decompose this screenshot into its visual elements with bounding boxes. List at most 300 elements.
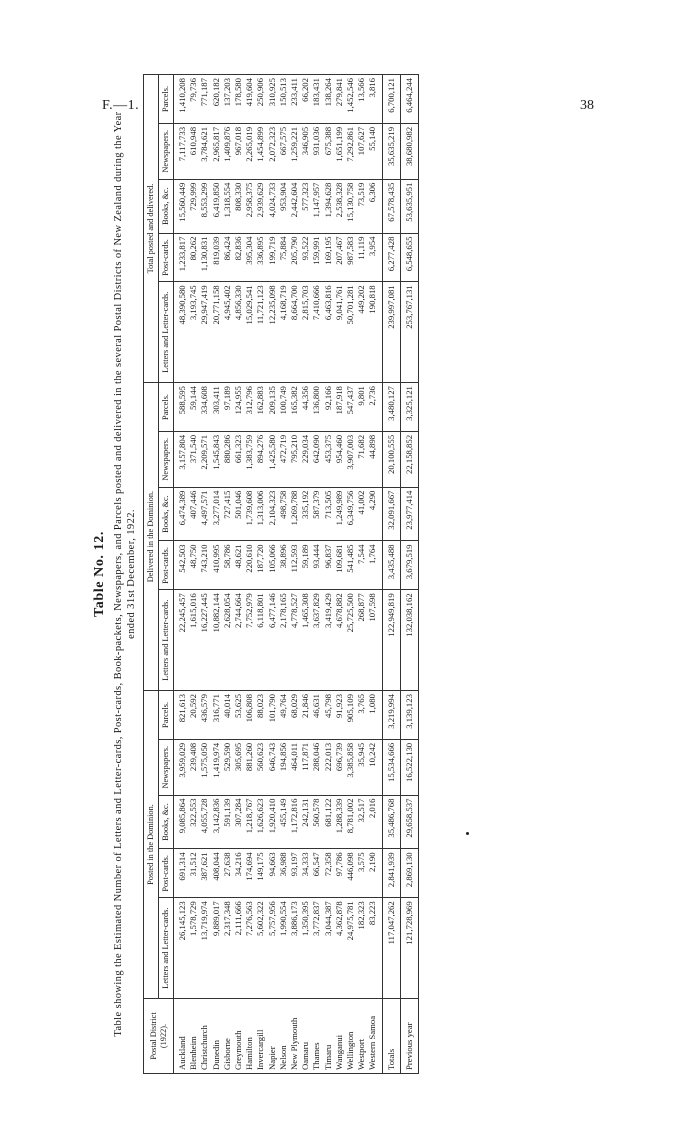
data-cell: 560,578 xyxy=(311,795,322,849)
data-cell: 4,024,733 xyxy=(267,179,278,233)
data-cell: 38,896 xyxy=(278,541,289,590)
data-cell: 15,029,541 xyxy=(244,282,255,383)
data-cell: 106,808 xyxy=(244,691,255,740)
district-name: Blenheim xyxy=(188,999,199,1074)
data-cell: 4,055,728 xyxy=(199,795,210,849)
data-cell: 1,080 xyxy=(367,691,382,740)
data-cell: 453,375 xyxy=(323,431,334,487)
data-cell: 117,871 xyxy=(300,739,311,795)
data-cell: 1,350,395 xyxy=(300,898,311,999)
data-cell: 27,638 xyxy=(222,849,233,898)
column-header: Newspapers. xyxy=(159,431,174,487)
data-cell: 408,044 xyxy=(211,849,222,898)
district-name: Auckland xyxy=(174,999,189,1074)
data-cell: 229,034 xyxy=(300,431,311,487)
data-cell: 239,408 xyxy=(188,739,199,795)
data-cell: 21,846 xyxy=(300,691,311,740)
data-cell: 2,965,817 xyxy=(211,123,222,179)
data-cell: 93,522 xyxy=(300,233,311,282)
data-cell: 2,958,375 xyxy=(244,179,255,233)
data-cell: 15,560,449 xyxy=(174,179,189,233)
table-row xyxy=(188,75,199,1074)
data-cell: 35,486,768 xyxy=(382,795,400,849)
district-name: Previous year xyxy=(400,999,418,1074)
district-name: Invercargill xyxy=(255,999,266,1074)
data-cell: 82,836 xyxy=(233,233,244,282)
data-cell: 1,425,580 xyxy=(267,431,278,487)
district-name: Napier xyxy=(267,999,278,1074)
data-cell: 1,578,729 xyxy=(188,898,199,999)
district-name: Dunedin xyxy=(211,999,222,1074)
data-cell: 41,002 xyxy=(356,487,367,541)
data-cell: 7,117,733 xyxy=(174,123,189,179)
data-cell: 541,485 xyxy=(345,541,356,590)
data-cell: 59,189 xyxy=(300,541,311,590)
data-cell: 45,798 xyxy=(323,691,334,740)
data-cell: 49,764 xyxy=(278,691,289,740)
data-cell: 1,626,623 xyxy=(255,795,266,849)
data-cell: 953,904 xyxy=(278,179,289,233)
data-cell: 387,621 xyxy=(199,849,210,898)
data-cell: 346,905 xyxy=(300,123,311,179)
data-cell: 1,920,410 xyxy=(267,795,278,849)
data-cell: 182,323 xyxy=(356,898,367,999)
data-cell: 35,945 xyxy=(356,739,367,795)
data-cell: 2,317,348 xyxy=(222,898,233,999)
data-cell: 2,815,703 xyxy=(300,282,311,383)
data-cell: 6,118,801 xyxy=(255,590,266,691)
data-cell: 2,111,666 xyxy=(233,898,244,999)
data-cell: 22,158,852 xyxy=(400,431,418,487)
data-cell: 560,623 xyxy=(255,739,266,795)
table-row xyxy=(356,75,367,1074)
data-cell: 3,679,519 xyxy=(400,541,418,590)
data-cell: 2,442,604 xyxy=(289,179,300,233)
data-cell: 1,990,554 xyxy=(278,898,289,999)
data-cell: 2,939,629 xyxy=(255,179,266,233)
data-cell: 1,615,016 xyxy=(188,590,199,691)
table-row xyxy=(199,75,210,1074)
column-header: Parcels. xyxy=(159,691,174,740)
data-cell: 122,949,819 xyxy=(382,590,400,691)
table-row xyxy=(278,75,289,1074)
data-cell: 9,801 xyxy=(356,383,367,432)
data-cell: 743,210 xyxy=(199,541,210,590)
district-name: Thames xyxy=(311,999,322,1074)
data-cell: 3,480,127 xyxy=(382,383,400,432)
data-cell: 4,945,402 xyxy=(222,282,233,383)
table-row xyxy=(222,75,233,1074)
data-cell: 97,189 xyxy=(222,383,233,432)
data-cell: 1,259,221 xyxy=(289,123,300,179)
data-cell: 894,276 xyxy=(255,431,266,487)
district-column-header: Postal District (1922). xyxy=(144,999,174,1074)
data-cell: 53,635,951 xyxy=(400,179,418,233)
data-cell: 29,658,537 xyxy=(400,795,418,849)
data-cell: 190,818 xyxy=(367,282,382,383)
column-header: Books, &c. xyxy=(159,487,174,541)
data-cell: 2,016 xyxy=(367,795,382,849)
page-section-label: F.—1. xyxy=(102,98,140,113)
data-cell: 436,579 xyxy=(199,691,210,740)
district-name: Wellington xyxy=(345,999,356,1074)
data-cell: 9,041,761 xyxy=(334,282,345,383)
data-cell: 464,011 xyxy=(289,739,300,795)
data-cell: 3,193,745 xyxy=(188,282,199,383)
data-cell: 159,991 xyxy=(311,233,322,282)
data-cell: 3,784,621 xyxy=(199,123,210,179)
data-cell: 6,700,121 xyxy=(382,75,400,124)
data-cell: 6,349,756 xyxy=(345,487,356,541)
data-cell: 6,548,655 xyxy=(400,233,418,282)
table-title: Table No. 12. xyxy=(92,531,107,617)
data-cell: 7,292,861 xyxy=(345,123,356,179)
district-name: Oamaru xyxy=(300,999,311,1074)
data-cell: 162,883 xyxy=(255,383,266,432)
data-cell: 4,362,878 xyxy=(334,898,345,999)
data-cell: 3,157,804 xyxy=(174,431,189,487)
district-name: Nelson xyxy=(278,999,289,1074)
data-cell: 79,736 xyxy=(188,75,199,124)
data-cell: 178,580 xyxy=(233,75,244,124)
data-cell: 407,446 xyxy=(188,487,199,541)
data-cell: 9,085,864 xyxy=(174,795,189,849)
district-name: New Plymouth xyxy=(289,999,300,1074)
table-row xyxy=(345,75,356,1074)
column-header: Parcels. xyxy=(159,75,174,124)
data-cell: 6,474,389 xyxy=(174,487,189,541)
data-cell: 529,590 xyxy=(222,739,233,795)
data-cell: 1,218,767 xyxy=(244,795,255,849)
district-name: Hamilton xyxy=(244,999,255,1074)
data-cell: 101,790 xyxy=(267,691,278,740)
data-cell: 174,694 xyxy=(244,849,255,898)
column-header: Letters and Letter-cards. xyxy=(159,282,174,383)
data-cell: 819,039 xyxy=(211,233,222,282)
data-cell: 75,884 xyxy=(278,233,289,282)
data-cell: 3,575 xyxy=(356,849,367,898)
data-cell: 117,047,262 xyxy=(382,898,400,999)
data-cell: 242,131 xyxy=(300,795,311,849)
column-header: Post-cards. xyxy=(159,233,174,282)
data-cell: 29,947,419 xyxy=(199,282,210,383)
data-cell: 8,553,299 xyxy=(199,179,210,233)
data-cell: 322,553 xyxy=(188,795,199,849)
data-cell: 187,918 xyxy=(334,383,345,432)
data-cell: 48,390,580 xyxy=(174,282,189,383)
data-cell: 46,631 xyxy=(311,691,322,740)
data-cell: 2,736 xyxy=(367,383,382,432)
data-cell: 336,895 xyxy=(255,233,266,282)
data-cell: 808,330 xyxy=(233,179,244,233)
data-cell: 675,388 xyxy=(323,123,334,179)
column-header: Post-cards. xyxy=(159,541,174,590)
data-cell: 591,139 xyxy=(222,795,233,849)
data-cell: 446,098 xyxy=(345,849,356,898)
data-cell: 2,178,165 xyxy=(278,590,289,691)
data-cell: 209,135 xyxy=(267,383,278,432)
data-cell: 449,202 xyxy=(356,282,367,383)
data-cell: 419,604 xyxy=(244,75,255,124)
data-cell: 2,538,328 xyxy=(334,179,345,233)
data-cell: 2,072,323 xyxy=(267,123,278,179)
table-row xyxy=(244,75,255,1074)
data-cell: 150,513 xyxy=(278,75,289,124)
data-cell: 6,477,146 xyxy=(267,590,278,691)
data-cell: 1,318,554 xyxy=(222,179,233,233)
data-cell: 6,463,816 xyxy=(323,282,334,383)
data-cell: 3,044,387 xyxy=(323,898,334,999)
data-cell: 38,680,982 xyxy=(400,123,418,179)
data-cell: 3,277,014 xyxy=(211,487,222,541)
data-cell: 6,306 xyxy=(367,179,382,233)
data-cell: 821,613 xyxy=(174,691,189,740)
data-cell: 6,419,850 xyxy=(211,179,222,233)
data-cell: 371,540 xyxy=(188,431,199,487)
data-cell: 7,276,563 xyxy=(244,898,255,999)
data-cell: 16,227,445 xyxy=(199,590,210,691)
column-header: Books, &c. xyxy=(159,179,174,233)
data-cell: 9,889,017 xyxy=(211,898,222,999)
rotated-table-block xyxy=(90,74,610,1074)
data-cell: 6,464,244 xyxy=(400,75,418,124)
column-header: Post-cards. xyxy=(159,849,174,898)
data-cell: 795,210 xyxy=(289,431,300,487)
data-cell: 199,719 xyxy=(267,233,278,282)
data-cell: 4,856,330 xyxy=(233,282,244,383)
data-cell: 3,142,836 xyxy=(211,795,222,849)
table-caption: Table showing the Estimated Number of Letters and Letter-cards, Post-cards, Book-packets, Newspapers, and Parcels posted and delivered in the several Postal Districts of New Zealand during the Year ended 31st December, 1922. xyxy=(113,111,137,1037)
data-cell: 696,739 xyxy=(334,739,345,795)
data-cell: 542,503 xyxy=(174,541,189,590)
data-cell: 395,304 xyxy=(244,233,255,282)
data-cell: 3,637,829 xyxy=(311,590,322,691)
data-cell: 32,091,667 xyxy=(382,487,400,541)
data-cell: 967,018 xyxy=(233,123,244,179)
data-cell: 13,719,974 xyxy=(199,898,210,999)
data-cell: 20,100,555 xyxy=(382,431,400,487)
table-header xyxy=(144,75,174,1074)
data-cell: 10,242 xyxy=(367,739,382,795)
district-name: Totals xyxy=(382,999,400,1074)
data-cell: 253,767,131 xyxy=(400,282,418,383)
data-cell: 136,800 xyxy=(311,383,322,432)
data-cell: 279,841 xyxy=(334,75,345,124)
data-cell: 4,678,882 xyxy=(334,590,345,691)
data-cell: 316,771 xyxy=(211,691,222,740)
data-cell: 80,262 xyxy=(188,233,199,282)
data-cell: 233,411 xyxy=(289,75,300,124)
data-cell: 1,764 xyxy=(367,541,382,590)
district-name: Christchurch xyxy=(199,999,210,1074)
data-cell: 3,954 xyxy=(367,233,382,282)
data-cell: 121,728,969 xyxy=(400,898,418,999)
data-cell: 55,140 xyxy=(367,123,382,179)
data-cell: 3,959,029 xyxy=(174,739,189,795)
data-cell: 305,695 xyxy=(233,739,244,795)
data-cell: 96,837 xyxy=(323,541,334,590)
data-cell: 7,544 xyxy=(356,541,367,590)
data-cell: 498,758 xyxy=(278,487,289,541)
table-row xyxy=(174,75,189,1074)
table-row xyxy=(334,75,345,1074)
totals-row xyxy=(382,75,400,1074)
data-cell: 501,046 xyxy=(233,487,244,541)
data-cell: 3,435,488 xyxy=(382,541,400,590)
column-header: Letters and Letter-cards. xyxy=(159,590,174,691)
data-cell: 205,790 xyxy=(289,233,300,282)
data-cell: 93,197 xyxy=(289,849,300,898)
data-cell: 92,166 xyxy=(323,383,334,432)
data-cell: 71,682 xyxy=(356,431,367,487)
data-cell: 268,877 xyxy=(356,590,367,691)
data-cell: 1,410,208 xyxy=(174,75,189,124)
district-name: Wanganui xyxy=(334,999,345,1074)
data-cell: 727,415 xyxy=(222,487,233,541)
data-cell: 3,419,429 xyxy=(323,590,334,691)
data-cell: 220,610 xyxy=(244,541,255,590)
column-header: Newspapers. xyxy=(159,123,174,179)
data-cell: 165,382 xyxy=(289,383,300,432)
table-row xyxy=(367,75,382,1074)
group-header-delivered: Delivered in the Dominion. xyxy=(144,383,159,691)
data-cell: 32,517 xyxy=(356,795,367,849)
data-cell: 1,739,608 xyxy=(244,487,255,541)
data-cell: 26,145,123 xyxy=(174,898,189,999)
data-cell: 16,522,130 xyxy=(400,739,418,795)
data-cell: 1,394,628 xyxy=(323,179,334,233)
data-cell: 15,130,758 xyxy=(345,179,356,233)
data-cell: 1,651,199 xyxy=(334,123,345,179)
data-cell: 53,625 xyxy=(233,691,244,740)
data-cell: 661,323 xyxy=(233,431,244,487)
data-cell: 588,595 xyxy=(174,383,189,432)
data-cell: 6,277,428 xyxy=(382,233,400,282)
data-cell: 3,765 xyxy=(356,691,367,740)
data-cell: 169,195 xyxy=(323,233,334,282)
table-row xyxy=(211,75,222,1074)
data-cell: 691,314 xyxy=(174,849,189,898)
data-cell: 93,444 xyxy=(311,541,322,590)
data-cell: 11,119 xyxy=(356,233,367,282)
data-cell: 335,192 xyxy=(300,487,311,541)
data-cell: 12,235,098 xyxy=(267,282,278,383)
data-cell: 771,187 xyxy=(199,75,210,124)
district-name: Timaru xyxy=(323,999,334,1074)
table-row xyxy=(311,75,322,1074)
data-cell: 183,431 xyxy=(311,75,322,124)
data-cell: 1,172,816 xyxy=(289,795,300,849)
data-cell: 1,288,339 xyxy=(334,795,345,849)
data-cell: 1,147,957 xyxy=(311,179,322,233)
data-cell: 34,216 xyxy=(233,849,244,898)
district-name: Gisborne xyxy=(222,999,233,1074)
data-cell: 310,925 xyxy=(267,75,278,124)
data-cell: 1,269,788 xyxy=(289,487,300,541)
data-cell: 4,290 xyxy=(367,487,382,541)
data-cell: 2,744,664 xyxy=(233,590,244,691)
data-cell: 187,720 xyxy=(255,541,266,590)
data-cell: 48,750 xyxy=(188,541,199,590)
data-cell: 222,013 xyxy=(323,739,334,795)
data-cell: 7,410,666 xyxy=(311,282,322,383)
district-name: Greymouth xyxy=(233,999,244,1074)
page-number: 38 xyxy=(580,98,594,113)
table-row xyxy=(233,75,244,1074)
data-cell: 1,465,308 xyxy=(300,590,311,691)
data-cell: 2,265,019 xyxy=(244,123,255,179)
data-cell: 667,575 xyxy=(278,123,289,179)
data-cell: 88,023 xyxy=(255,691,266,740)
table-row xyxy=(300,75,311,1074)
data-cell: 307,284 xyxy=(233,795,244,849)
data-cell: 3,886,173 xyxy=(289,898,300,999)
data-cell: 2,841,939 xyxy=(382,849,400,898)
data-cell: 66,202 xyxy=(300,75,311,124)
data-cell: 3,325,121 xyxy=(400,383,418,432)
data-cell: 3,219,994 xyxy=(382,691,400,740)
data-cell: 547,437 xyxy=(345,383,356,432)
data-cell: 83,223 xyxy=(367,898,382,999)
data-cell: 455,149 xyxy=(278,795,289,849)
data-cell: 5,757,956 xyxy=(267,898,278,999)
data-cell: 13,566 xyxy=(356,75,367,124)
data-cell: 73,519 xyxy=(356,179,367,233)
group-header-posted: Posted in the Dominion. xyxy=(144,691,159,999)
data-cell: 2,628,054 xyxy=(222,590,233,691)
postal-statistics-table xyxy=(143,74,419,1074)
data-cell: 132,038,162 xyxy=(400,590,418,691)
previous-year-row xyxy=(400,75,418,1074)
data-cell: 20,771,158 xyxy=(211,282,222,383)
data-cell: 10,882,144 xyxy=(211,590,222,691)
data-cell: 1,233,817 xyxy=(174,233,189,282)
data-cell: 303,411 xyxy=(211,383,222,432)
data-cell: 100,749 xyxy=(278,383,289,432)
data-cell: 905,109 xyxy=(345,691,356,740)
data-cell: 68,029 xyxy=(289,691,300,740)
data-cell: 194,856 xyxy=(278,739,289,795)
data-cell: 15,534,666 xyxy=(382,739,400,795)
data-cell: 107,627 xyxy=(356,123,367,179)
column-header: Newspapers. xyxy=(159,739,174,795)
data-cell: 8,664,700 xyxy=(289,282,300,383)
data-cell: 1,452,546 xyxy=(345,75,356,124)
data-cell: 22,245,457 xyxy=(174,590,189,691)
column-header: Parcels. xyxy=(159,383,174,432)
data-cell: 954,460 xyxy=(334,431,345,487)
data-cell: 97,786 xyxy=(334,849,345,898)
data-cell: 1,545,843 xyxy=(211,431,222,487)
table-row xyxy=(323,75,334,1074)
data-cell: 34,333 xyxy=(300,849,311,898)
table-row xyxy=(255,75,266,1074)
data-cell: 713,505 xyxy=(323,487,334,541)
data-cell: 3,139,123 xyxy=(400,691,418,740)
data-cell: 66,547 xyxy=(311,849,322,898)
data-cell: 239,997,081 xyxy=(382,282,400,383)
data-cell: 931,036 xyxy=(311,123,322,179)
data-cell: 149,175 xyxy=(255,849,266,898)
data-cell: 1,249,989 xyxy=(334,487,345,541)
data-cell: 105,066 xyxy=(267,541,278,590)
table-body xyxy=(174,75,419,1074)
data-cell: 20,592 xyxy=(188,691,199,740)
data-cell: 1,383,759 xyxy=(244,431,255,487)
table-row xyxy=(267,75,278,1074)
data-cell: 67,578,435 xyxy=(382,179,400,233)
data-cell: 24,975,781 xyxy=(345,898,356,999)
